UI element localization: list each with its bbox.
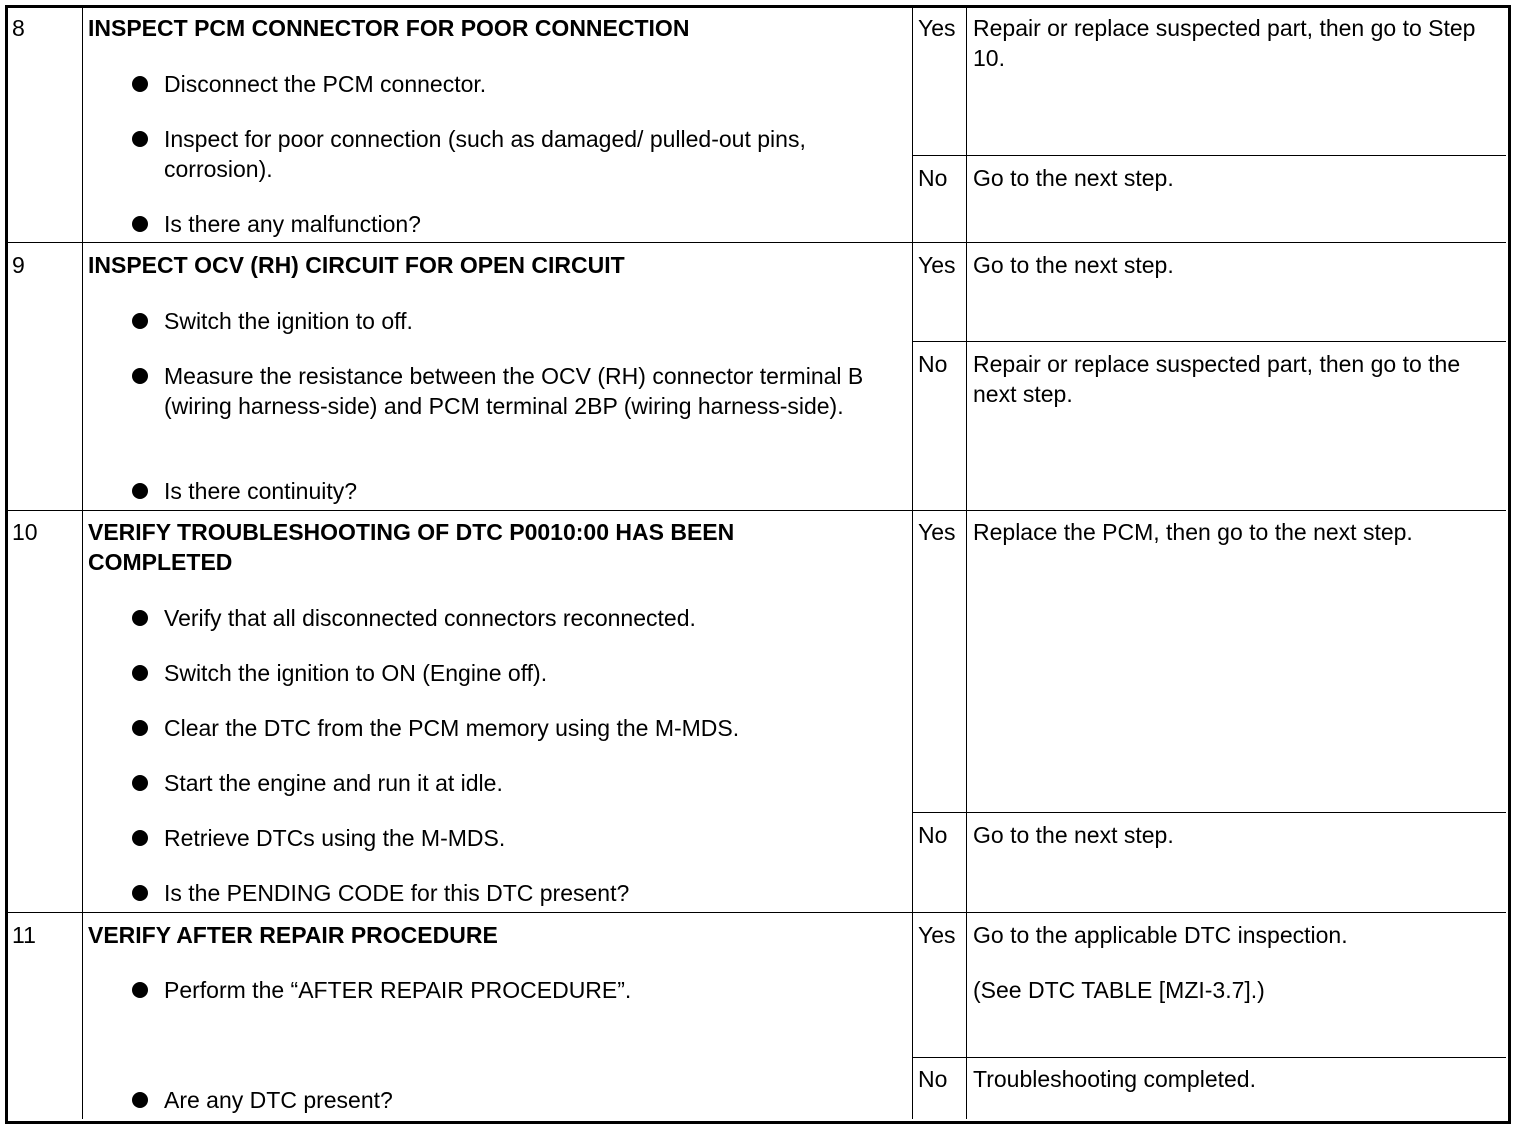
- step-item: Is there continuity?: [164, 478, 358, 504]
- no-label: No: [918, 1066, 948, 1092]
- bullet-icon: [132, 982, 148, 998]
- step-number: 8: [12, 15, 25, 41]
- bullet-icon: [132, 483, 148, 499]
- step-item: Clear the DTC from the PCM memory using the M-MDS.: [164, 715, 740, 741]
- row-divider: [8, 912, 1506, 913]
- no-action: Troubleshooting completed.: [973, 1066, 1256, 1092]
- step-item: Perform the “AFTER REPAIR PROCEDURE”.: [164, 977, 632, 1003]
- bullet-icon: [132, 76, 148, 92]
- bullet-icon: [132, 885, 148, 901]
- no-action: Go to the next step.: [973, 165, 1174, 191]
- bullet-icon: [132, 665, 148, 681]
- bullet-icon: [132, 368, 148, 384]
- step-item: Verify that all disconnected connectors reconnected.: [164, 605, 696, 631]
- step-item: Switch the ignition to off.: [164, 308, 413, 334]
- row-divider: [8, 242, 1506, 243]
- no-label: No: [918, 822, 948, 848]
- yes-action: Go to the applicable DTC inspection.: [973, 922, 1348, 948]
- step-title: VERIFY AFTER REPAIR PROCEDURE: [88, 922, 498, 948]
- yes-no-divider: [912, 155, 1506, 156]
- yes-action-reference: (See DTC TABLE [MZI-3.7].): [973, 977, 1265, 1003]
- yes-action: Repair or replace suspected part, then go to Step 10.: [973, 15, 1476, 71]
- column-divider: [966, 8, 967, 1119]
- yes-label: Yes: [918, 252, 956, 278]
- yes-no-divider: [912, 341, 1506, 342]
- no-label: No: [918, 351, 948, 377]
- yes-label: Yes: [918, 922, 956, 948]
- no-action: Go to the next step.: [973, 822, 1174, 848]
- bullet-icon: [132, 830, 148, 846]
- yes-action: Replace the PCM, then go to the next step.: [973, 519, 1413, 545]
- step-title: VERIFY TROUBLESHOOTING OF DTC P0010:00 HAS BEEN COMPLETED: [88, 519, 735, 575]
- step-item: Are any DTC present?: [164, 1087, 393, 1113]
- bullet-icon: [132, 775, 148, 791]
- column-divider: [912, 8, 913, 1119]
- bullet-icon: [132, 720, 148, 736]
- step-item: Start the engine and run it at idle.: [164, 770, 503, 796]
- yes-label: Yes: [918, 519, 956, 545]
- column-divider: [82, 8, 83, 1119]
- step-number: 9: [12, 252, 25, 278]
- bullet-icon: [132, 216, 148, 232]
- step-item: Retrieve DTCs using the M-MDS.: [164, 825, 506, 851]
- step-item: Switch the ignition to ON (Engine off).: [164, 660, 548, 686]
- step-title: INSPECT OCV (RH) CIRCUIT FOR OPEN CIRCUIT: [88, 252, 625, 278]
- step-title: INSPECT PCM CONNECTOR FOR POOR CONNECTION: [88, 15, 690, 41]
- row-divider: [8, 510, 1506, 511]
- no-label: No: [918, 165, 948, 191]
- step-item: Disconnect the PCM connector.: [164, 71, 487, 97]
- step-item: Is the PENDING CODE for this DTC present?: [164, 880, 630, 906]
- no-action: Repair or replace suspected part, then go to the next step.: [973, 351, 1461, 407]
- yes-no-divider: [912, 1057, 1506, 1058]
- step-item: Inspect for poor connection (such as damaged/ pulled-out pins, corrosion).: [164, 126, 806, 182]
- bullet-icon: [132, 131, 148, 147]
- yes-action: Go to the next step.: [973, 252, 1174, 278]
- bullet-icon: [132, 1092, 148, 1108]
- step-number: 10: [12, 519, 38, 545]
- bullet-icon: [132, 313, 148, 329]
- yes-no-divider: [912, 812, 1506, 813]
- step-item: Measure the resistance between the OCV (RH) connector terminal B (wiring harness-side) and PCM terminal 2BP (wiring harness-side).: [164, 363, 864, 419]
- step-item: Is there any malfunction?: [164, 211, 421, 237]
- step-number: 11: [12, 922, 36, 948]
- yes-label: Yes: [918, 15, 956, 41]
- bullet-icon: [132, 610, 148, 626]
